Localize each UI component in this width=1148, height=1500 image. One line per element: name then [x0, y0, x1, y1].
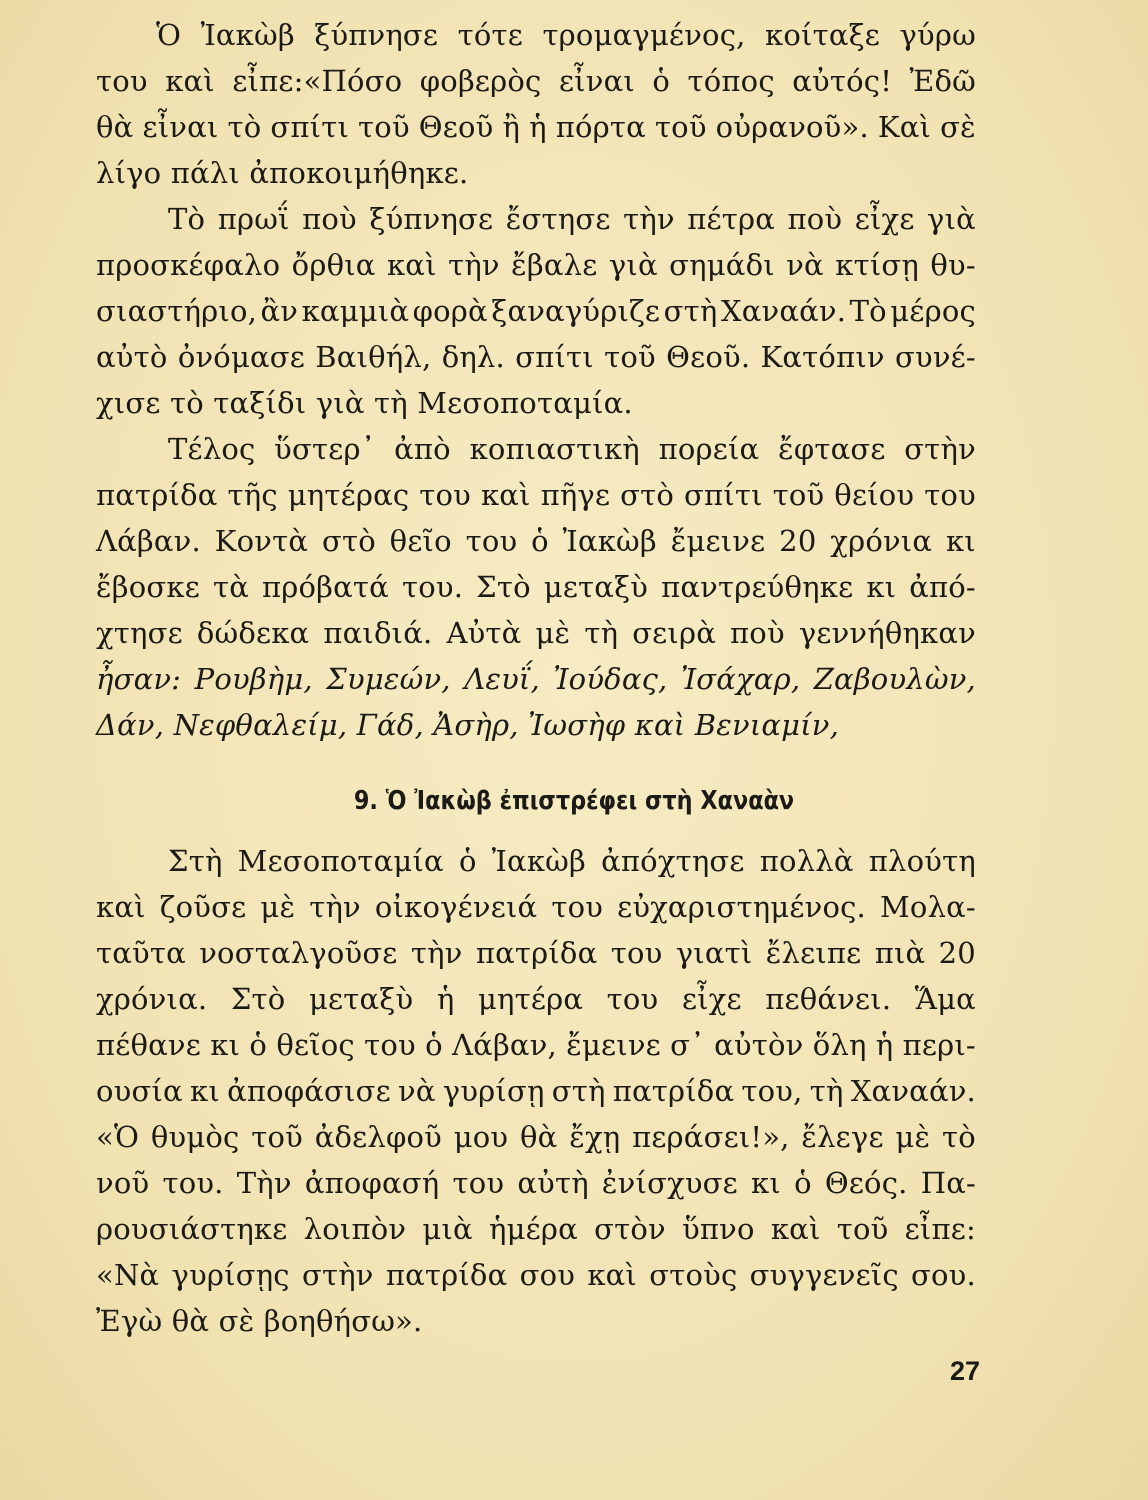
text-line	[96, 334, 976, 380]
word: τῆς	[227, 478, 278, 512]
word: σπίτι	[684, 478, 763, 512]
word: ὕστερ᾽	[274, 432, 376, 466]
word: Ἰακὼβ	[562, 524, 657, 558]
word: θὰ	[520, 1120, 558, 1154]
word: τρομαγμένος,	[542, 18, 746, 52]
word: Θεός.	[824, 1166, 908, 1200]
word: εὐχαριστημένος.	[617, 890, 866, 924]
word: πατρίδα	[475, 936, 598, 970]
word: Τέλος	[168, 432, 256, 466]
word: εἶχε	[681, 982, 742, 1016]
paragraph-3	[96, 426, 976, 748]
word: συγγενεῖς	[749, 1258, 899, 1292]
word: Μεσοποταμία	[237, 844, 444, 878]
word: Λάβαν,	[452, 1028, 557, 1062]
text-line	[96, 1022, 976, 1068]
word: ἔλεγε	[801, 1120, 884, 1154]
word: ἀπόχτησε	[601, 844, 745, 878]
word: γυρίσῃ	[442, 1074, 545, 1108]
word: τοῦ	[604, 340, 656, 374]
word: του	[452, 1166, 505, 1200]
word: πρόβατά	[262, 570, 389, 604]
paragraph-2	[96, 196, 976, 426]
word: ἔφτασε	[778, 432, 886, 466]
word: 20	[938, 936, 976, 970]
word: ὁ	[425, 1028, 443, 1062]
word: τοῦ	[836, 1212, 889, 1246]
word: Χαναάν.	[850, 1074, 976, 1108]
word: ποὺ	[787, 202, 843, 236]
text-line	[96, 976, 976, 1022]
word: τὸ	[227, 110, 262, 144]
text-line: χισε τὸ ταξίδι γιὰ τὴ Μεσοποταμία.	[96, 386, 633, 420]
word: ἔβαλε	[511, 248, 598, 282]
text-line	[96, 426, 976, 472]
word: ὁ	[652, 64, 671, 98]
word: σημάδι	[669, 248, 775, 282]
word: τὴ	[584, 616, 619, 650]
word: πεθάνει.	[765, 982, 892, 1016]
text-line	[96, 472, 976, 518]
word: ἡ	[436, 982, 455, 1016]
word: του	[465, 524, 518, 558]
word: Ὁ	[156, 18, 182, 52]
word: ἡ	[529, 110, 547, 144]
word: ἀδελφοῦ	[314, 1120, 442, 1154]
word: ἔμεινε	[670, 524, 766, 558]
paragraph-1	[96, 12, 976, 196]
word: κι	[190, 1074, 220, 1108]
word: τοῦ	[251, 1120, 303, 1154]
word: συνέ-	[895, 340, 976, 374]
word: χρόνια	[830, 524, 933, 558]
word: καὶ	[386, 248, 437, 282]
word: εἶναι	[558, 64, 635, 98]
word: του	[606, 982, 659, 1016]
word: Ρουβὴμ,	[194, 662, 313, 696]
word: ὄρθια	[291, 248, 376, 282]
word: ξύπνησε	[369, 202, 494, 236]
word: καὶ	[165, 64, 215, 98]
word: περι-	[902, 1028, 976, 1062]
word: του	[364, 1028, 416, 1062]
word: Ἅμα	[914, 982, 976, 1016]
word: του	[610, 936, 663, 970]
word: πέτρα	[687, 202, 775, 236]
word: Πα-	[920, 1166, 976, 1200]
word: σ᾽	[670, 1028, 705, 1062]
word: πολλὰ	[759, 844, 854, 878]
text-line	[96, 1252, 976, 1298]
word: Μολα-	[880, 890, 976, 924]
word: νὰ	[786, 248, 824, 282]
word: ἦσαν:	[96, 662, 182, 696]
text-line	[96, 242, 976, 288]
word: Ἐδῶ	[909, 64, 976, 98]
text-line	[96, 1206, 976, 1252]
word: εἶπε:	[904, 1212, 976, 1246]
word: πῆγε	[540, 478, 611, 512]
word: ἔλειπε	[765, 936, 862, 970]
word: του	[551, 890, 604, 924]
word: τοῦ	[654, 110, 707, 144]
text-line: λίγο πάλι ἀποκοιμήθηκε.	[96, 156, 469, 190]
word: πορεία	[658, 432, 760, 466]
word: κι	[866, 570, 897, 604]
word: πόρτα	[555, 110, 646, 144]
word: ὁ	[531, 524, 549, 558]
word: τοῦ	[358, 110, 410, 144]
word: σου	[519, 1258, 576, 1292]
text-line	[96, 104, 976, 150]
word: θεῖος	[276, 1028, 355, 1062]
word: περάσει!»,	[632, 1120, 790, 1154]
word: του.	[162, 1166, 224, 1200]
word: αὐτός!	[792, 64, 893, 98]
word: Ζαβουλὼν,	[813, 662, 976, 696]
word: ἔστησε	[505, 202, 611, 236]
word: Τὸ	[168, 202, 206, 236]
word: καὶ	[587, 1258, 638, 1292]
word: θὰ	[96, 110, 134, 144]
word: τὴν	[448, 248, 500, 282]
word: «Ὁ	[96, 1120, 140, 1154]
word: Χαναάν.	[720, 294, 847, 328]
word: πατρίδα	[612, 1074, 735, 1108]
word: παιδιά.	[323, 616, 433, 650]
word: σου.	[911, 1258, 976, 1292]
word: στὴ	[663, 294, 718, 328]
word: προσκέφαλο	[96, 248, 281, 282]
text-line	[96, 656, 976, 702]
word: «Νὰ	[96, 1258, 160, 1292]
text-line	[96, 564, 976, 610]
word: ἔμεινε	[566, 1028, 661, 1062]
word: ὁ	[458, 844, 477, 878]
word: ἀποφάσισε	[227, 1074, 391, 1108]
word: του,	[741, 1074, 803, 1108]
word: σειρὰ	[632, 616, 717, 650]
text-line	[96, 12, 976, 58]
word: 20	[779, 524, 817, 558]
word: στὴ	[551, 1074, 606, 1108]
word: τὴν	[410, 936, 463, 970]
word: σὲ	[940, 110, 976, 144]
word: στὴν	[301, 1258, 374, 1292]
word: γεννήθηκαν	[798, 616, 976, 650]
word: τὴν	[623, 202, 675, 236]
word: γιὰ	[927, 202, 976, 236]
word: χρόνια.	[96, 982, 208, 1016]
word: γιατὶ	[675, 936, 753, 970]
word: εἶναι	[142, 110, 219, 144]
word: ἡ	[875, 1028, 894, 1062]
text-line	[96, 838, 976, 884]
section-heading: 9. Ὁ Ἰακὼβ ἐπιστρέφει στὴ Χαναὰν	[353, 786, 795, 816]
word: μὲ	[260, 890, 296, 924]
word: μιὰ	[422, 1212, 473, 1246]
word: Τὸ	[849, 294, 887, 328]
text-line	[96, 196, 976, 242]
word: ἔβοσκε	[96, 570, 200, 604]
text-line	[96, 1114, 976, 1160]
word: παντρεύθηκε	[661, 570, 854, 604]
word: οἰκογένειά	[374, 890, 538, 924]
text-line: Δάν, Νεφθαλείμ, Γάδ, Ἀσὴρ, Ἰωσὴφ καὶ Βενιαμίν,	[96, 708, 840, 742]
word: του	[924, 478, 976, 512]
word: ὁ	[794, 1166, 812, 1200]
text-line: Ἐγὼ θὰ σὲ βοηθήσω».	[96, 1304, 423, 1338]
word: κι	[945, 524, 976, 558]
word: ξαναγύριζε	[491, 294, 661, 328]
word: γιὰ	[608, 248, 658, 282]
word: χτησε	[96, 616, 183, 650]
word: θυ-	[930, 248, 976, 282]
word: γυρίσῃς	[171, 1258, 290, 1292]
word: τοῦ	[772, 478, 825, 512]
text-line	[96, 58, 976, 104]
word: Κατόπιν	[760, 340, 885, 374]
word: μητέρας	[287, 478, 410, 512]
word: νὰ	[398, 1074, 436, 1108]
word: θείου	[834, 478, 915, 512]
word: Θεοῦ.	[666, 340, 751, 374]
word: νοῦ	[96, 1166, 150, 1200]
word: πατρίδα	[96, 478, 218, 512]
word: πλούτη	[868, 844, 976, 878]
word: σπίτι	[270, 110, 350, 144]
text-line	[96, 1068, 976, 1114]
word: αὐτὴ	[517, 1166, 589, 1200]
word: φοβερὸς	[419, 64, 542, 98]
word: Στὸ	[230, 982, 286, 1016]
word: Κοντὰ	[214, 524, 309, 558]
word: καὶ	[770, 1212, 821, 1246]
word: ἔχῃ	[569, 1120, 621, 1154]
word: δηλ.	[441, 340, 505, 374]
word: του.	[401, 570, 464, 604]
word: στὸ	[620, 478, 675, 512]
word: ἀποφασή	[304, 1166, 440, 1200]
word: τὴ	[809, 1074, 844, 1108]
word: τὰ	[212, 570, 249, 604]
word: οὐρανοῦ».	[715, 110, 869, 144]
word: μητέρα	[477, 982, 584, 1016]
word: ζοῦσε	[159, 890, 247, 924]
word: στοὺς	[649, 1258, 738, 1292]
word: ἀπό-	[909, 570, 976, 604]
word: κοίταξε	[765, 18, 881, 52]
paragraph-4	[96, 838, 976, 1344]
word: μέρος	[890, 294, 976, 328]
word: εἶπε:«Πόσο	[232, 64, 403, 98]
word: Ἰσάχαρ,	[680, 662, 801, 696]
word: κτίσῃ	[835, 248, 919, 282]
word: ξύπνησε	[314, 18, 439, 52]
word: ἢ	[502, 110, 521, 144]
text-line	[96, 884, 976, 930]
word: μου	[453, 1120, 509, 1154]
word: μὲ	[535, 616, 571, 650]
word: Βαιθήλ,	[315, 340, 432, 374]
word: Συμεών,	[326, 662, 451, 696]
word: δώδεκα	[196, 616, 310, 650]
word: αὐτὸν	[714, 1028, 804, 1062]
word: ρουσιάστηκε	[96, 1212, 288, 1246]
word: ουσία	[96, 1074, 183, 1108]
word: Ἰακὼβ	[200, 18, 295, 52]
word: καὶ	[480, 478, 531, 512]
word: πέθανε	[96, 1028, 201, 1062]
word: εἶχε	[854, 202, 915, 236]
word: στὸν	[594, 1212, 666, 1246]
word: ποὺ	[302, 202, 357, 236]
word: στὸ	[321, 524, 376, 558]
word: τότε	[457, 18, 523, 52]
word: λοιπὸν	[303, 1212, 407, 1246]
word: του	[96, 64, 148, 98]
word: Τὴν	[236, 1166, 292, 1200]
word: Στὸ	[476, 570, 531, 604]
word: ποὺ	[730, 616, 785, 650]
word: τόπος	[687, 64, 775, 98]
text-line	[96, 1160, 976, 1206]
word: κι	[751, 1166, 781, 1200]
word: νοσταλγοῦσε	[199, 936, 398, 970]
word: κοπιαστικὴ	[469, 432, 640, 466]
word: πιὰ	[874, 936, 926, 970]
word: Στὴ	[168, 844, 223, 878]
word: σιαστήριο,	[96, 294, 258, 328]
word: καὶ	[96, 890, 146, 924]
word: τὸ	[941, 1120, 976, 1154]
word: Λάβαν.	[96, 524, 201, 558]
word: Λευΐ,	[464, 662, 540, 696]
word: μὲ	[895, 1120, 931, 1154]
word: κι	[210, 1028, 241, 1062]
word: γύρω	[899, 18, 976, 52]
word: φορὰ	[412, 294, 488, 328]
word: ὁ	[249, 1028, 268, 1062]
word: ἡμέρα	[489, 1212, 578, 1246]
word: σπίτι	[515, 340, 594, 374]
word: ἀπὸ	[394, 432, 451, 466]
word: αὐτὸ	[96, 340, 168, 374]
word: ἂν	[260, 294, 299, 328]
word: ἐνίσχυσε	[601, 1166, 738, 1200]
text-line	[96, 610, 976, 656]
word: θεῖο	[389, 524, 452, 558]
word: μεταξὺ	[543, 570, 649, 604]
word: πρωΐ	[217, 202, 290, 236]
word: καμμιὰ	[301, 294, 410, 328]
word: Ἰακὼβ	[491, 844, 586, 878]
page-number: 27	[949, 1356, 980, 1386]
word: Αὐτὰ	[446, 616, 522, 650]
word: του	[419, 478, 471, 512]
word: ταῦτα	[96, 936, 186, 970]
word: ὅλη	[812, 1028, 867, 1062]
text-line	[96, 930, 976, 976]
word: Καὶ	[877, 110, 932, 144]
text-line	[96, 518, 976, 564]
word: θυμὸς	[150, 1120, 240, 1154]
word: μεταξὺ	[309, 982, 414, 1016]
word: Ἰούδας,	[553, 662, 668, 696]
word: στὴν	[904, 432, 976, 466]
word: ὀνόμασε	[177, 340, 306, 374]
word: ὕπνο	[682, 1212, 755, 1246]
word: τὴν	[309, 890, 361, 924]
word: Θεοῦ	[418, 110, 494, 144]
text-line	[96, 288, 976, 334]
word: πατρίδα	[385, 1258, 508, 1292]
